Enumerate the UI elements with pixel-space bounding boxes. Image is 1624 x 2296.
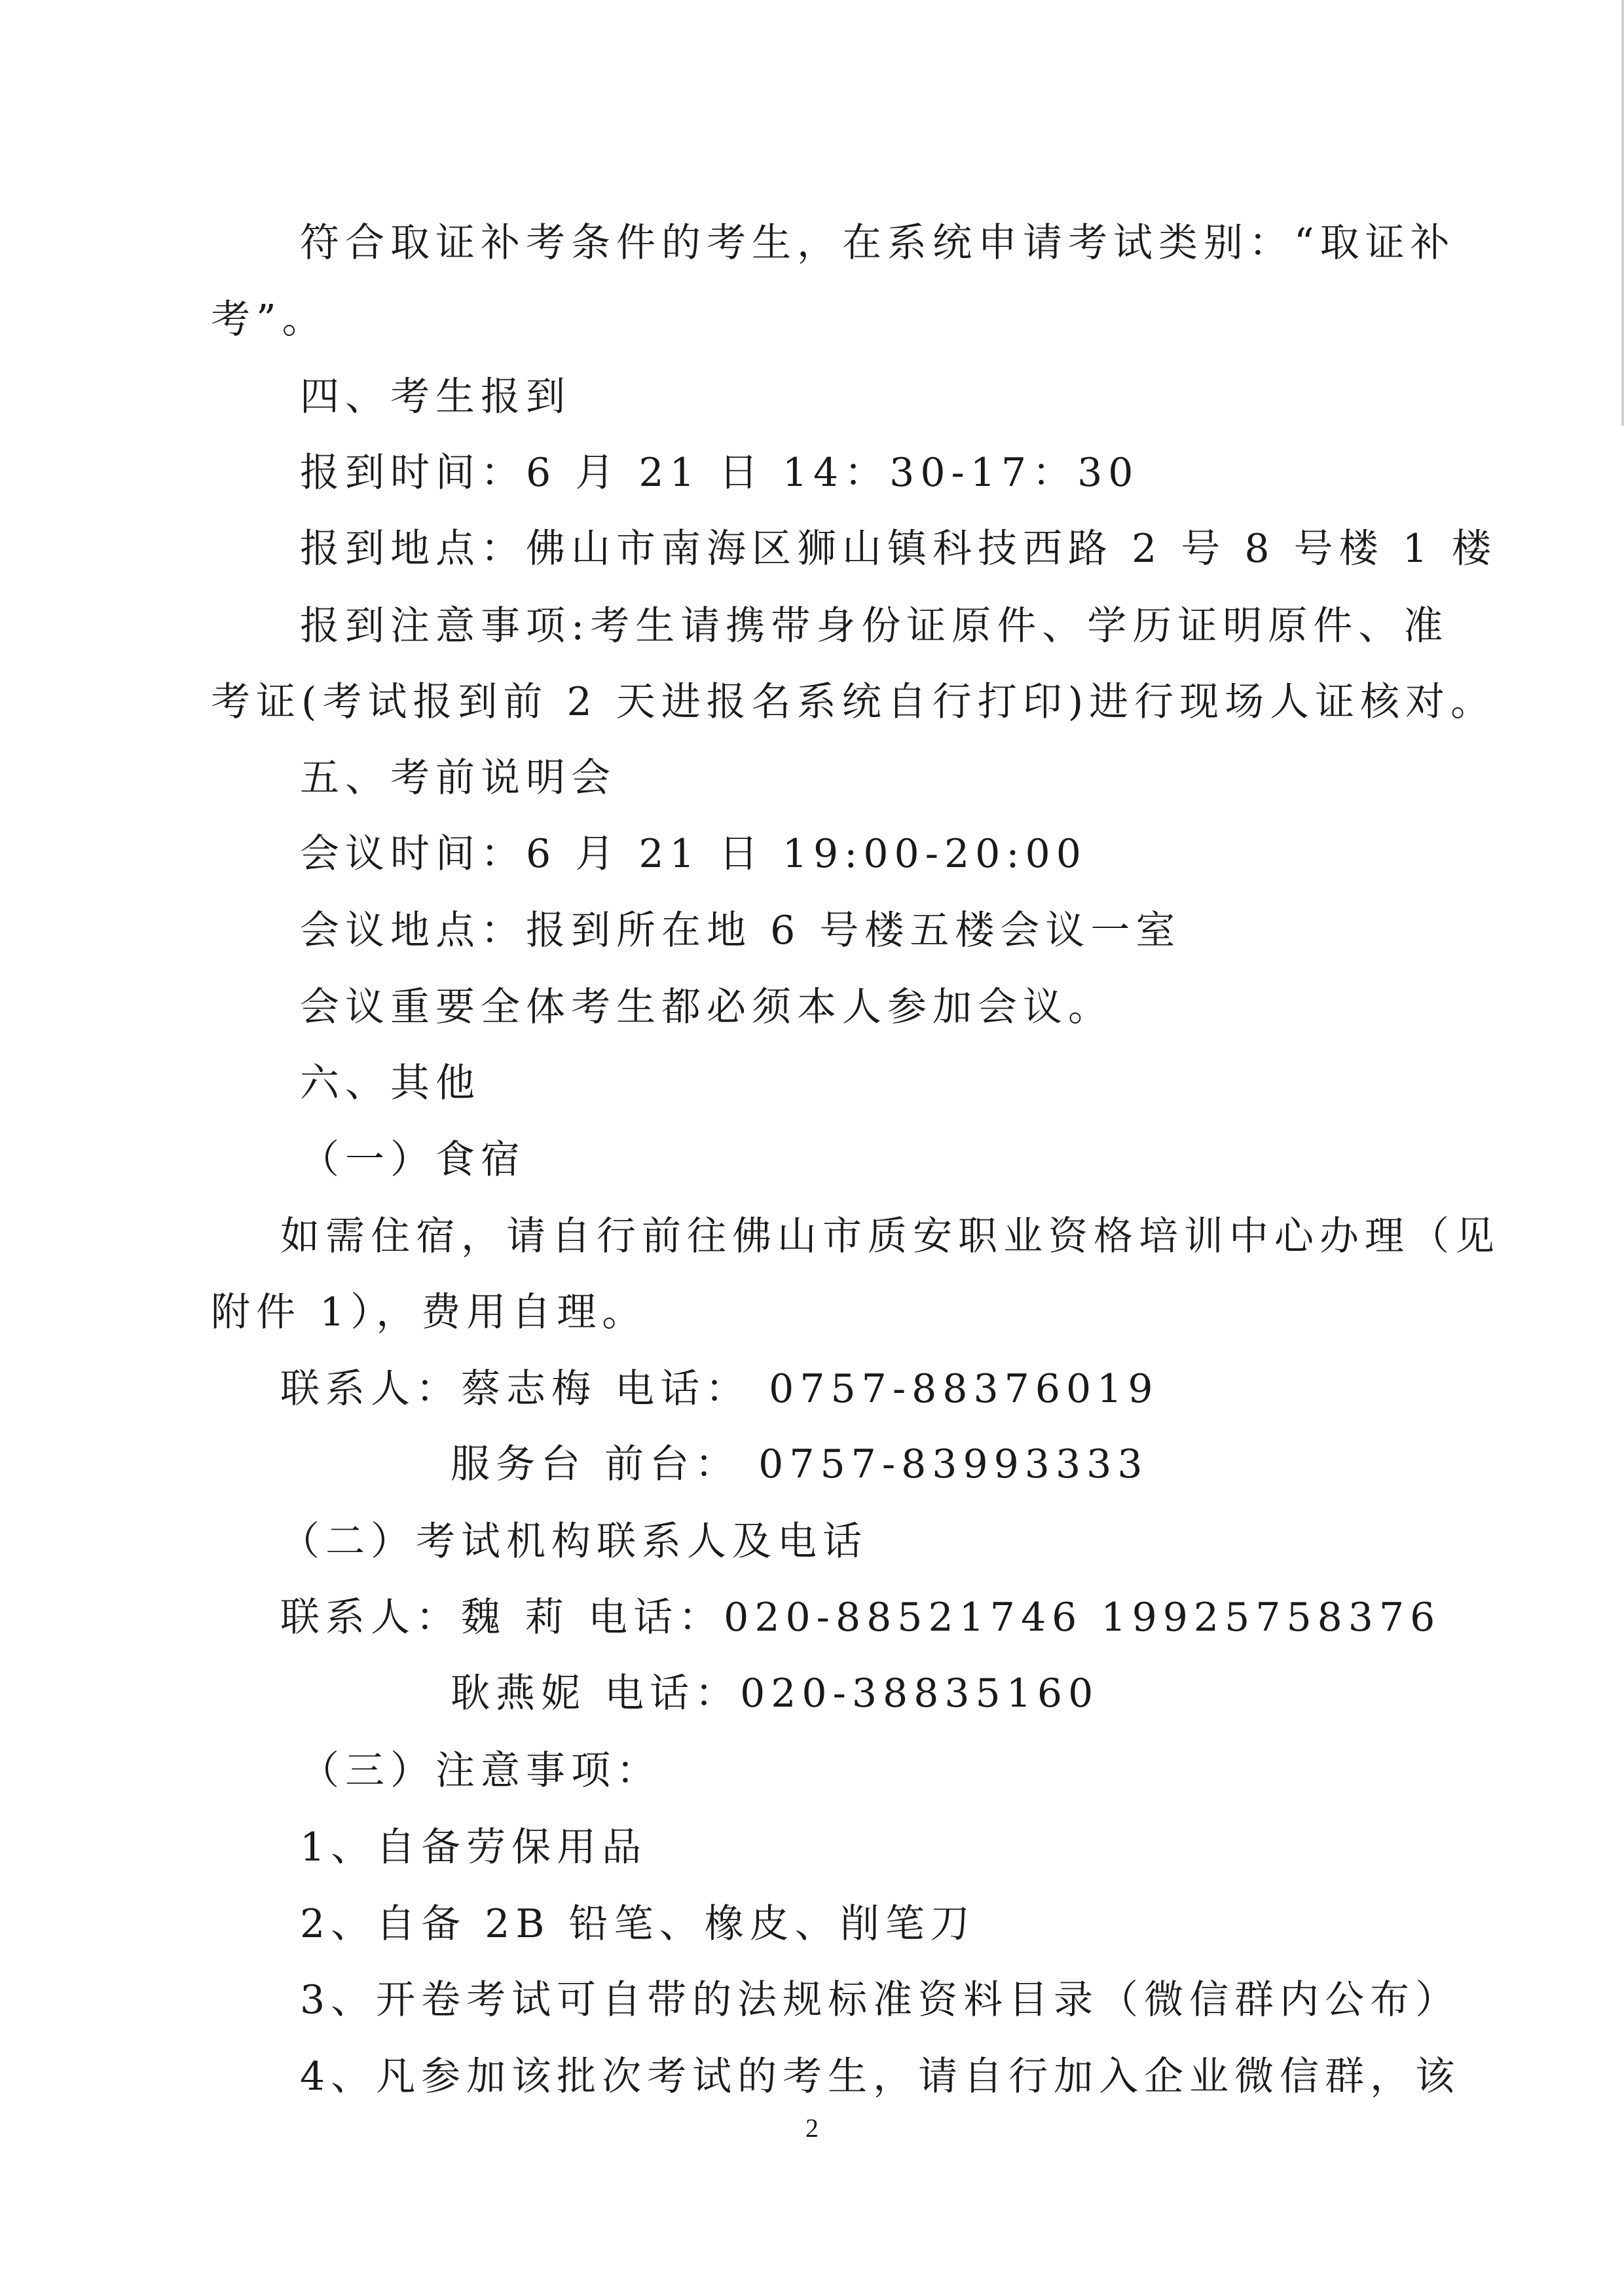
meeting-location: 会议地点：报到所在地 6 号楼五楼会议一室 xyxy=(300,908,1181,954)
notice-item-3: 3、开卷考试可自带的法规标准资料目录（微信群内公布） xyxy=(300,1977,1461,2023)
lodging-contact: 联系人：蔡志梅 电话： 0757-88376019 xyxy=(280,1366,1159,1412)
checkin-time: 报到时间：6 月 21 日 14：30-17：30 xyxy=(300,450,1139,496)
paragraph-line: 符合取证补考条件的考生，在系统申请考试类别：“取证补 xyxy=(300,220,1456,266)
subsection-heading-2: （二）考试机构联系人及电话 xyxy=(280,1519,868,1565)
checkin-notes-cont: 考证(考试报到前 2 天进报名系统自行打印)进行现场人证核对。 xyxy=(211,679,1496,725)
lodging-paragraph: 如需住宿，请自行前往佛山市质安职业资格培训中心办理（见 xyxy=(280,1213,1500,1259)
paragraph-line: 考”。 xyxy=(211,297,327,343)
scan-edge-mark xyxy=(1621,0,1624,426)
section-heading-6: 六、其他 xyxy=(300,1060,481,1106)
subsection-heading-3: （三）注意事项： xyxy=(300,1748,661,1794)
exam-contact-1: 联系人：魏 莉 电话：020-88521746 19925758376 xyxy=(280,1595,1441,1640)
notice-item-1: 1、自备劳保用品 xyxy=(300,1824,648,1870)
page-number: 2 xyxy=(805,2113,819,2143)
checkin-notes: 报到注意事项:考生请携带身份证原件、学历证明原件、准 xyxy=(300,603,1449,649)
meeting-time: 会议时间：6 月 21 日 19:00-20:00 xyxy=(300,831,1087,877)
notice-item-4: 4、凡参加该批次考试的考生，请自行加入企业微信群，该 xyxy=(300,2054,1461,2100)
checkin-location: 报到地点：佛山市南海区狮山镇科技西路 2 号 8 号楼 1 楼 xyxy=(300,526,1497,572)
notice-item-2: 2、自备 2B 铅笔、橡皮、削笔刀 xyxy=(300,1901,976,1947)
lodging-frontdesk: 服务台 前台： 0757-83993333 xyxy=(451,1441,1149,1487)
subsection-heading-1: （一）食宿 xyxy=(300,1137,526,1183)
lodging-paragraph-cont: 附件 1），费用自理。 xyxy=(211,1289,648,1335)
section-heading-4: 四、考生报到 xyxy=(300,374,571,420)
meeting-notice: 会议重要全体考生都必须本人参加会议。 xyxy=(300,984,1113,1030)
exam-contact-2: 耿燕妮 电话：020-38835160 xyxy=(451,1671,1099,1716)
section-heading-5: 五、考前说明会 xyxy=(300,755,616,801)
